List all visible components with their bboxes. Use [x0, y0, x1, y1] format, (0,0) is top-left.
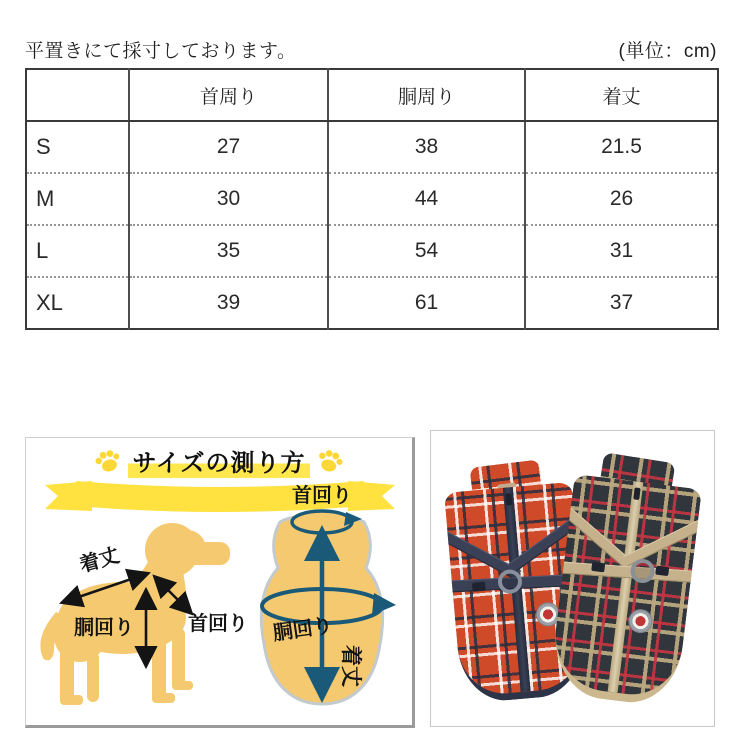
neck-value: 27	[129, 121, 328, 173]
col-header-neck: 首周り	[129, 69, 328, 121]
measuring-guide-panel	[25, 437, 415, 728]
neck-value: 39	[129, 277, 328, 329]
zipper-pull	[505, 493, 512, 505]
harness-buckle	[472, 582, 486, 592]
garment-girth-label: 胴回り	[271, 614, 335, 645]
col-header-girth: 胴周り	[328, 69, 525, 121]
table-row-s	[26, 121, 718, 173]
harness-buckle	[655, 565, 669, 576]
dog-neck-label: 首回り	[188, 613, 248, 635]
garment-illustration	[242, 485, 406, 724]
dark-jacket-body	[548, 474, 702, 708]
table-row-l	[26, 225, 718, 277]
garment-neck-label: 首回り	[292, 485, 352, 507]
length-value: 37	[525, 277, 718, 329]
neck-value: 30	[129, 173, 328, 225]
corner-cell	[26, 69, 129, 121]
dog-illustration	[30, 506, 270, 724]
size-label: XL	[26, 277, 129, 329]
neck-value: 35	[129, 225, 328, 277]
harness-ring	[629, 558, 656, 585]
unit-note: (単位：cm)	[618, 41, 717, 62]
table-row-xl	[26, 277, 718, 329]
girth-value: 61	[328, 277, 525, 329]
dog-girth-label: 胴回り	[74, 617, 134, 639]
paw-icon	[91, 443, 126, 478]
brand-badge	[628, 609, 653, 634]
measurement-note-row	[25, 36, 717, 63]
guide-title: サイズの測り方	[128, 443, 309, 478]
zipper	[608, 481, 644, 693]
garment-length-label: 着丈	[339, 645, 362, 687]
length-value: 26	[525, 173, 718, 225]
measurement-note: 平置きにて採寸しております。	[25, 41, 297, 62]
girth-value: 54	[328, 225, 525, 277]
length-value: 31	[525, 225, 718, 277]
paw-icon	[312, 443, 347, 478]
length-value: 21.5	[525, 121, 718, 173]
size-label: L	[26, 225, 129, 277]
dog-back-length-label: 着丈	[77, 544, 122, 577]
size-label: M	[26, 173, 129, 225]
table-row-m	[26, 173, 718, 225]
girth-value: 44	[328, 173, 525, 225]
size-chart-table	[25, 68, 719, 330]
guide-title-row	[26, 443, 412, 480]
harness-buckle	[591, 562, 605, 573]
header-row	[26, 69, 718, 121]
girth-value: 38	[328, 121, 525, 173]
col-header-length: 着丈	[525, 69, 718, 121]
product-photo-panel	[430, 430, 715, 727]
dark-plaid-dog-jacket	[548, 474, 702, 708]
size-label: S	[36, 134, 51, 159]
